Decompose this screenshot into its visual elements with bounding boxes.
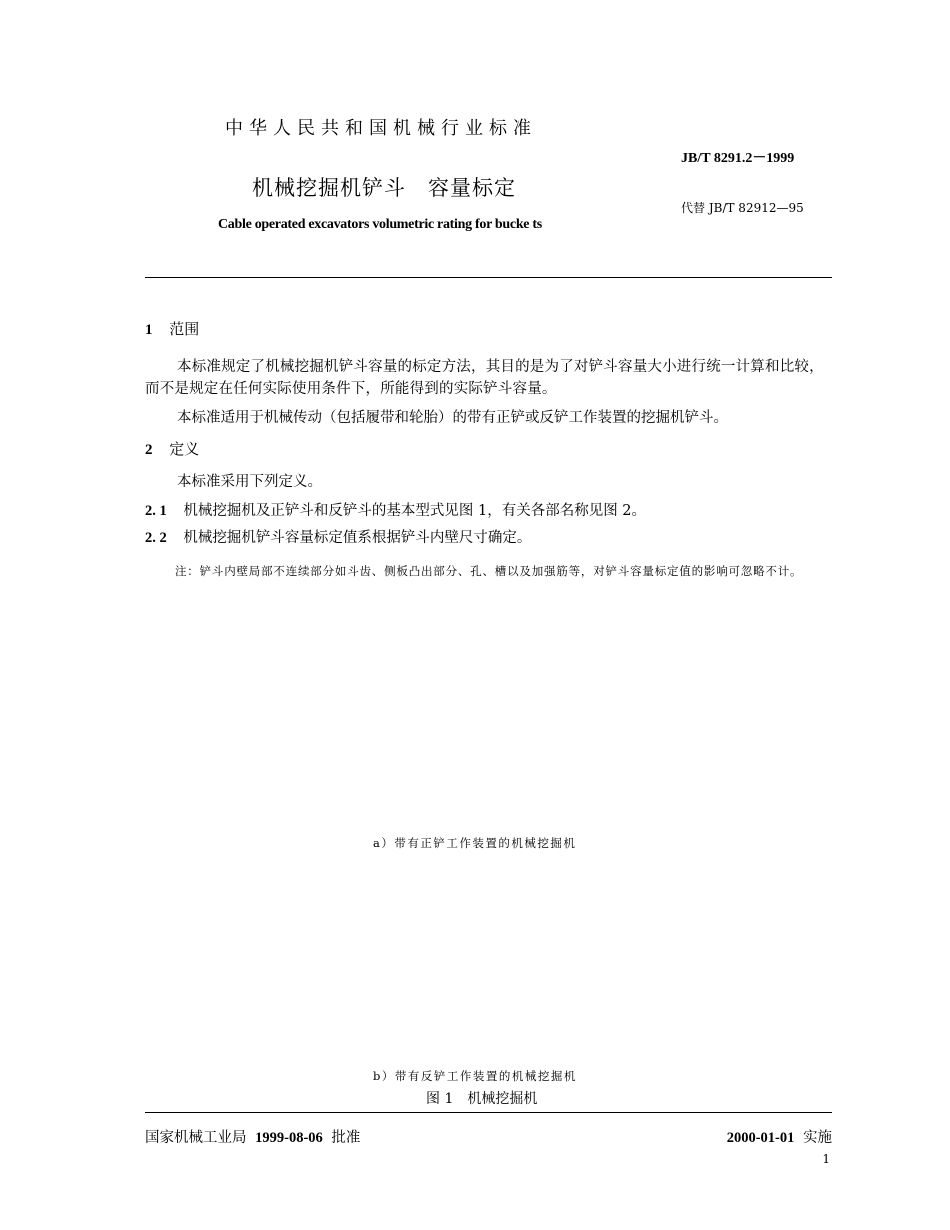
clause-text: 机械挖掘机铲斗容量标定值系根据铲斗内壁尺寸确定。 [183, 530, 532, 546]
paragraph-scope-2: 本标准适用于机械传动（包括履带和轮胎）的带有正铲或反铲工作装置的挖掘机铲斗。 [177, 410, 728, 426]
header-divider [145, 277, 832, 278]
clause-number: 2. 2 [145, 530, 167, 546]
figure-1a-caption: a）带有正铲工作装置的机械挖掘机 [373, 836, 577, 850]
clause-2-1 [145, 499, 646, 520]
section-title: 定义 [169, 440, 200, 458]
footer-implementation [727, 1126, 832, 1147]
national-standard-title: 中华人民共和国机械行业标准 [225, 118, 537, 139]
section-number: 2 [145, 442, 153, 458]
section-title: 范围 [169, 320, 200, 338]
footer-approval [145, 1126, 360, 1147]
approval-date: 1999-08-06 [255, 1130, 323, 1146]
standard-number: JB/T 8291.2－1999 [681, 151, 795, 166]
implementation-date: 2000-01-01 [726, 1130, 795, 1146]
implementation-label: 实施 [803, 1130, 832, 1146]
section-2-heading [145, 438, 199, 459]
clause-number: 2. 1 [145, 503, 167, 519]
note: 注：铲斗内壁局部不连续部分如斗齿、侧板凸出部分、孔、槽以及加强筋等，对铲斗容量标定值的影响可忽略不计。 [175, 564, 803, 578]
issuer: 国家机械工业局 [145, 1130, 247, 1146]
paragraph-scope-1: 本标准规定了机械挖掘机铲斗容量的标定方法，其目的是为了对铲斗容量大小进行统一计算和比较，而不是规定在任何实际使用条件下，所能得到的实际铲斗容量。 [145, 359, 824, 397]
document-title-en: Cable operated excavators volumetric rating for bucke ts [218, 217, 542, 232]
figure-1b-caption: b）带有反铲工作装置的机械挖掘机 [373, 1069, 577, 1083]
document-title-cn: 机械挖掘机铲斗 容量标定 [252, 176, 516, 200]
section-1-heading [145, 318, 199, 339]
footer-divider [145, 1112, 832, 1113]
approval-label: 批准 [331, 1130, 361, 1146]
figure-1-title: 图 1 机械挖掘机 [426, 1091, 538, 1107]
clause-2-2 [145, 526, 531, 547]
section-number: 1 [145, 322, 153, 338]
paragraph-definitions: 本标准采用下列定义。 [177, 474, 322, 490]
page-number: 1 [822, 1152, 830, 1166]
replaces-standard: 代替 JB/T 82912—95 [681, 201, 804, 215]
clause-text: 机械挖掘机及正铲斗和反铲斗的基本型式见图 1，有关各部名称见图 2。 [183, 503, 647, 519]
